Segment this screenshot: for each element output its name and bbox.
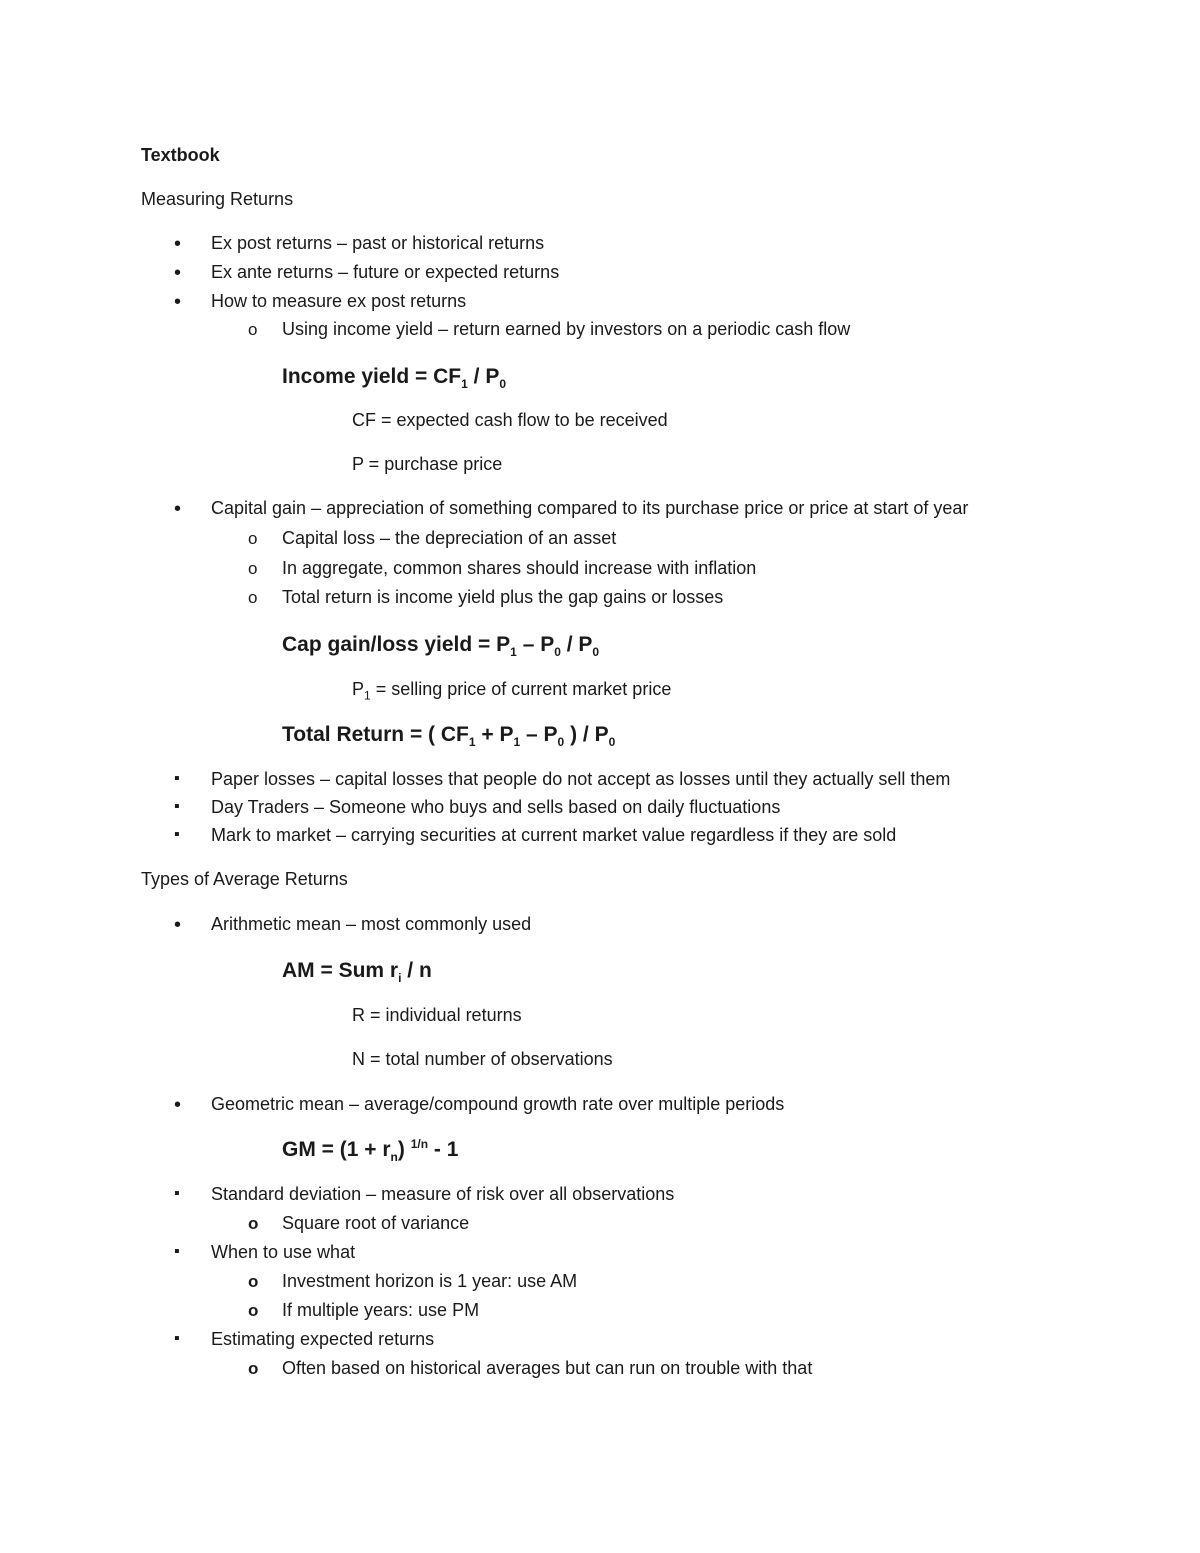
formula-geometric-mean: GM = $(1 + r_n)$ $^{1/n}$ - 1 xyxy=(282,1137,459,1165)
list-item: Geometric mean – average/compound growth rate over multiple periods xyxy=(211,1094,785,1114)
page-heading: Textbook xyxy=(141,145,220,165)
list-item: When to use what xyxy=(211,1242,356,1262)
sub-list-item: Using income yield – return earned by investors on a periodic cash flow xyxy=(282,319,851,339)
bullet-icon: • xyxy=(174,291,182,313)
definition-r: R = individual returns xyxy=(352,1005,522,1025)
sub-bullet-icon: o xyxy=(248,1359,259,1378)
sub-list-item: If multiple years: use PM xyxy=(282,1300,480,1320)
sub-bullet-icon: o xyxy=(248,1272,259,1291)
sub-bullet-icon: o xyxy=(248,559,258,578)
bullet-icon: • xyxy=(174,233,182,255)
definition-p: P = purchase price xyxy=(352,454,503,474)
list-item: Estimating expected returns xyxy=(211,1329,435,1349)
list-item: Mark to market – carrying securities at current market value regardless if they are sold xyxy=(211,825,897,845)
bullet-icon: • xyxy=(174,262,182,284)
formula-cap-gain-yield: Cap gain/loss yield = $P_1 - P_0 / P_0$ xyxy=(282,633,600,660)
definition-cf: CF = expected cash flow to be received xyxy=(352,410,668,430)
definition-n: N = total number of observations xyxy=(352,1049,613,1069)
square-bullet-icon: ▪ xyxy=(174,770,180,787)
sub-list-item: In aggregate, common shares should increase with inflation xyxy=(282,558,757,578)
section-title-measuring-returns: Measuring Returns xyxy=(141,189,294,209)
list-item: Arithmetic mean – most commonly used xyxy=(211,914,532,934)
sub-list-item: Capital loss – the depreciation of an asset xyxy=(282,528,617,548)
list-item: Ex ante returns – future or expected returns xyxy=(211,262,560,282)
sub-bullet-icon: o xyxy=(248,529,258,548)
list-item: Ex post returns – past or historical returns xyxy=(211,233,545,253)
sub-list-item: Square root of variance xyxy=(282,1213,470,1233)
square-bullet-icon: ▪ xyxy=(174,1243,180,1260)
sub-bullet-icon: o xyxy=(248,1214,259,1233)
definition-p1: $P_1$ = selling price of current market price xyxy=(352,679,672,703)
sub-list-item: Total return is income yield plus the gap gains or losses xyxy=(282,587,724,607)
list-item: Paper losses – capital losses that people do not accept as losses until they actually sell them xyxy=(211,769,951,789)
list-item: Standard deviation – measure of risk over all observations xyxy=(211,1184,675,1204)
sub-bullet-icon: o xyxy=(248,320,258,339)
bullet-icon: • xyxy=(174,498,182,520)
sub-list-item: Often based on historical averages but can run on trouble with that xyxy=(282,1358,813,1378)
formula-income-yield: Income yield = $CF_1 / P_0$ xyxy=(282,365,507,392)
list-item: How to measure ex post returns xyxy=(211,291,467,311)
sub-bullet-icon: o xyxy=(248,1301,259,1320)
square-bullet-icon: ▪ xyxy=(174,798,180,815)
sub-bullet-icon: o xyxy=(248,588,258,607)
square-bullet-icon: ▪ xyxy=(174,1185,180,1202)
bullet-icon: • xyxy=(174,914,182,936)
list-item: Capital gain – appreciation of something compared to its purchase price or price at start of year xyxy=(211,498,969,518)
bullet-icon: • xyxy=(174,1094,182,1116)
formula-arithmetic-mean: AM = Sum $r_i$ / n xyxy=(282,959,432,986)
square-bullet-icon: ▪ xyxy=(174,826,180,843)
square-bullet-icon: ▪ xyxy=(174,1330,180,1347)
list-item: Day Traders – Someone who buys and sells based on daily fluctuations xyxy=(211,797,781,817)
sub-list-item: Investment horizon is 1 year: use AM xyxy=(282,1271,578,1291)
section-title-average-returns: Types of Average Returns xyxy=(141,869,348,889)
formula-total-return: Total Return = ( $CF_1 + P_1 - P_0$ ) / $P_0$ xyxy=(282,723,616,750)
